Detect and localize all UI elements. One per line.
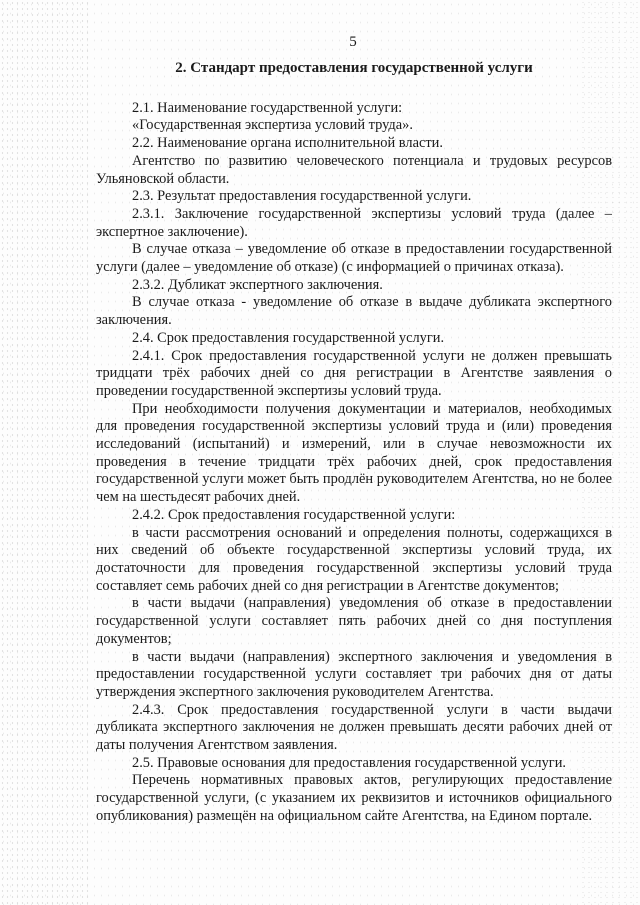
paragraph-service-name: «Государственная экспертиза условий труда». [132, 117, 413, 134]
paragraph-legal-acts: Перечень нормативных правовых актов, регулирующих предоставление государственной услуги, (с указанием их реквизитов и источников официального опубликования) размещён на официальном сайте Агентства, на Едином портале. [96, 772, 612, 824]
paragraph-2-4: 2.4. Срок предоставления государственной услуги. [132, 329, 445, 346]
scan-noise-left-margin [0, 0, 90, 905]
paragraph-agency-name: Агентство по развитию человеческого потенциала и трудовых ресурсов Ульяновской области. [96, 152, 612, 187]
paragraph-2-3: 2.3. Результат предоставления государственной услуги. [132, 188, 472, 205]
paragraph-2-4-3: 2.4.3. Срок предоставления государственной услуги в части выдачи дубликата экспертного заключения не должен превышать десяти рабочих дней от даты получения Агентством заявления. [96, 701, 612, 754]
paragraph-2-3-1: 2.3.1. Заключение государственной экспертизы условий труда (далее – экспертное заключение). [96, 205, 612, 240]
paragraph-conclusion-term: в части выдачи (направления) экспертного заключения и уведомления в предоставлении государственной услуги составляет три рабочих дня от даты утверждения экспертного заключения руководителем Агентства. [96, 648, 612, 700]
paragraph-2-4-1: 2.4.1. Срок предоставления государственной услуги не должен превышать тридцати трёх рабочих дней со дня регистрации в Агентстве заявления о проведении государственной экспертизы условий труда. [96, 347, 612, 399]
paragraph-review-term: в части рассмотрения оснований и определения полноты, содержащихся в них сведений об объекте государственной экспертизы условий труда, их достаточности для проведения государственной экспертизы условий труда составляет семь рабочих дней со дня регистрации в Агентстве документов; [96, 524, 612, 594]
paragraph-refusal-term: в части выдачи (направления) уведомления об отказе в предоставлении государственной услуги составляет пять рабочих дней со дня поступления документов; [96, 595, 612, 647]
page-number: 5 [349, 34, 357, 50]
paragraph-2-4-2: 2.4.2. Срок предоставления государственной услуги: [132, 506, 456, 523]
paragraph-2-2: 2.2. Наименование органа исполнительной власти. [132, 135, 443, 152]
paragraph-extension: При необходимости получения документации и материалов, необходимых для проведения государственной экспертизы условий труда и (или) проведения исследований (испытаний) и измерений, или в случае невозможности их проведения в течение тридцати трёх рабочих дней, срок предоставления государственной услуги может быть продлён руководителем Агентства, но не более чем на шестьдесят рабочих дней. [96, 400, 612, 506]
section-heading: 2. Стандарт предоставления государственной услуги [175, 60, 533, 76]
paragraph-refusal-notice: В случае отказа – уведомление об отказе в предоставлении государственной услуги (далее – уведомление об отказе) (с информацией о причинах отказа). [96, 241, 612, 276]
paragraph-duplicate-refusal: В случае отказа - уведомление об отказе в выдаче дубликата экспертного заключения. [96, 294, 612, 329]
paragraph-2-5: 2.5. Правовые основания для предоставления государственной услуги. [132, 754, 566, 771]
paragraph-2-1: 2.1. Наименование государственной услуги: [132, 99, 403, 116]
paragraph-2-3-2: 2.3.2. Дубликат экспертного заключения. [132, 276, 383, 293]
document-body [96, 60, 612, 826]
